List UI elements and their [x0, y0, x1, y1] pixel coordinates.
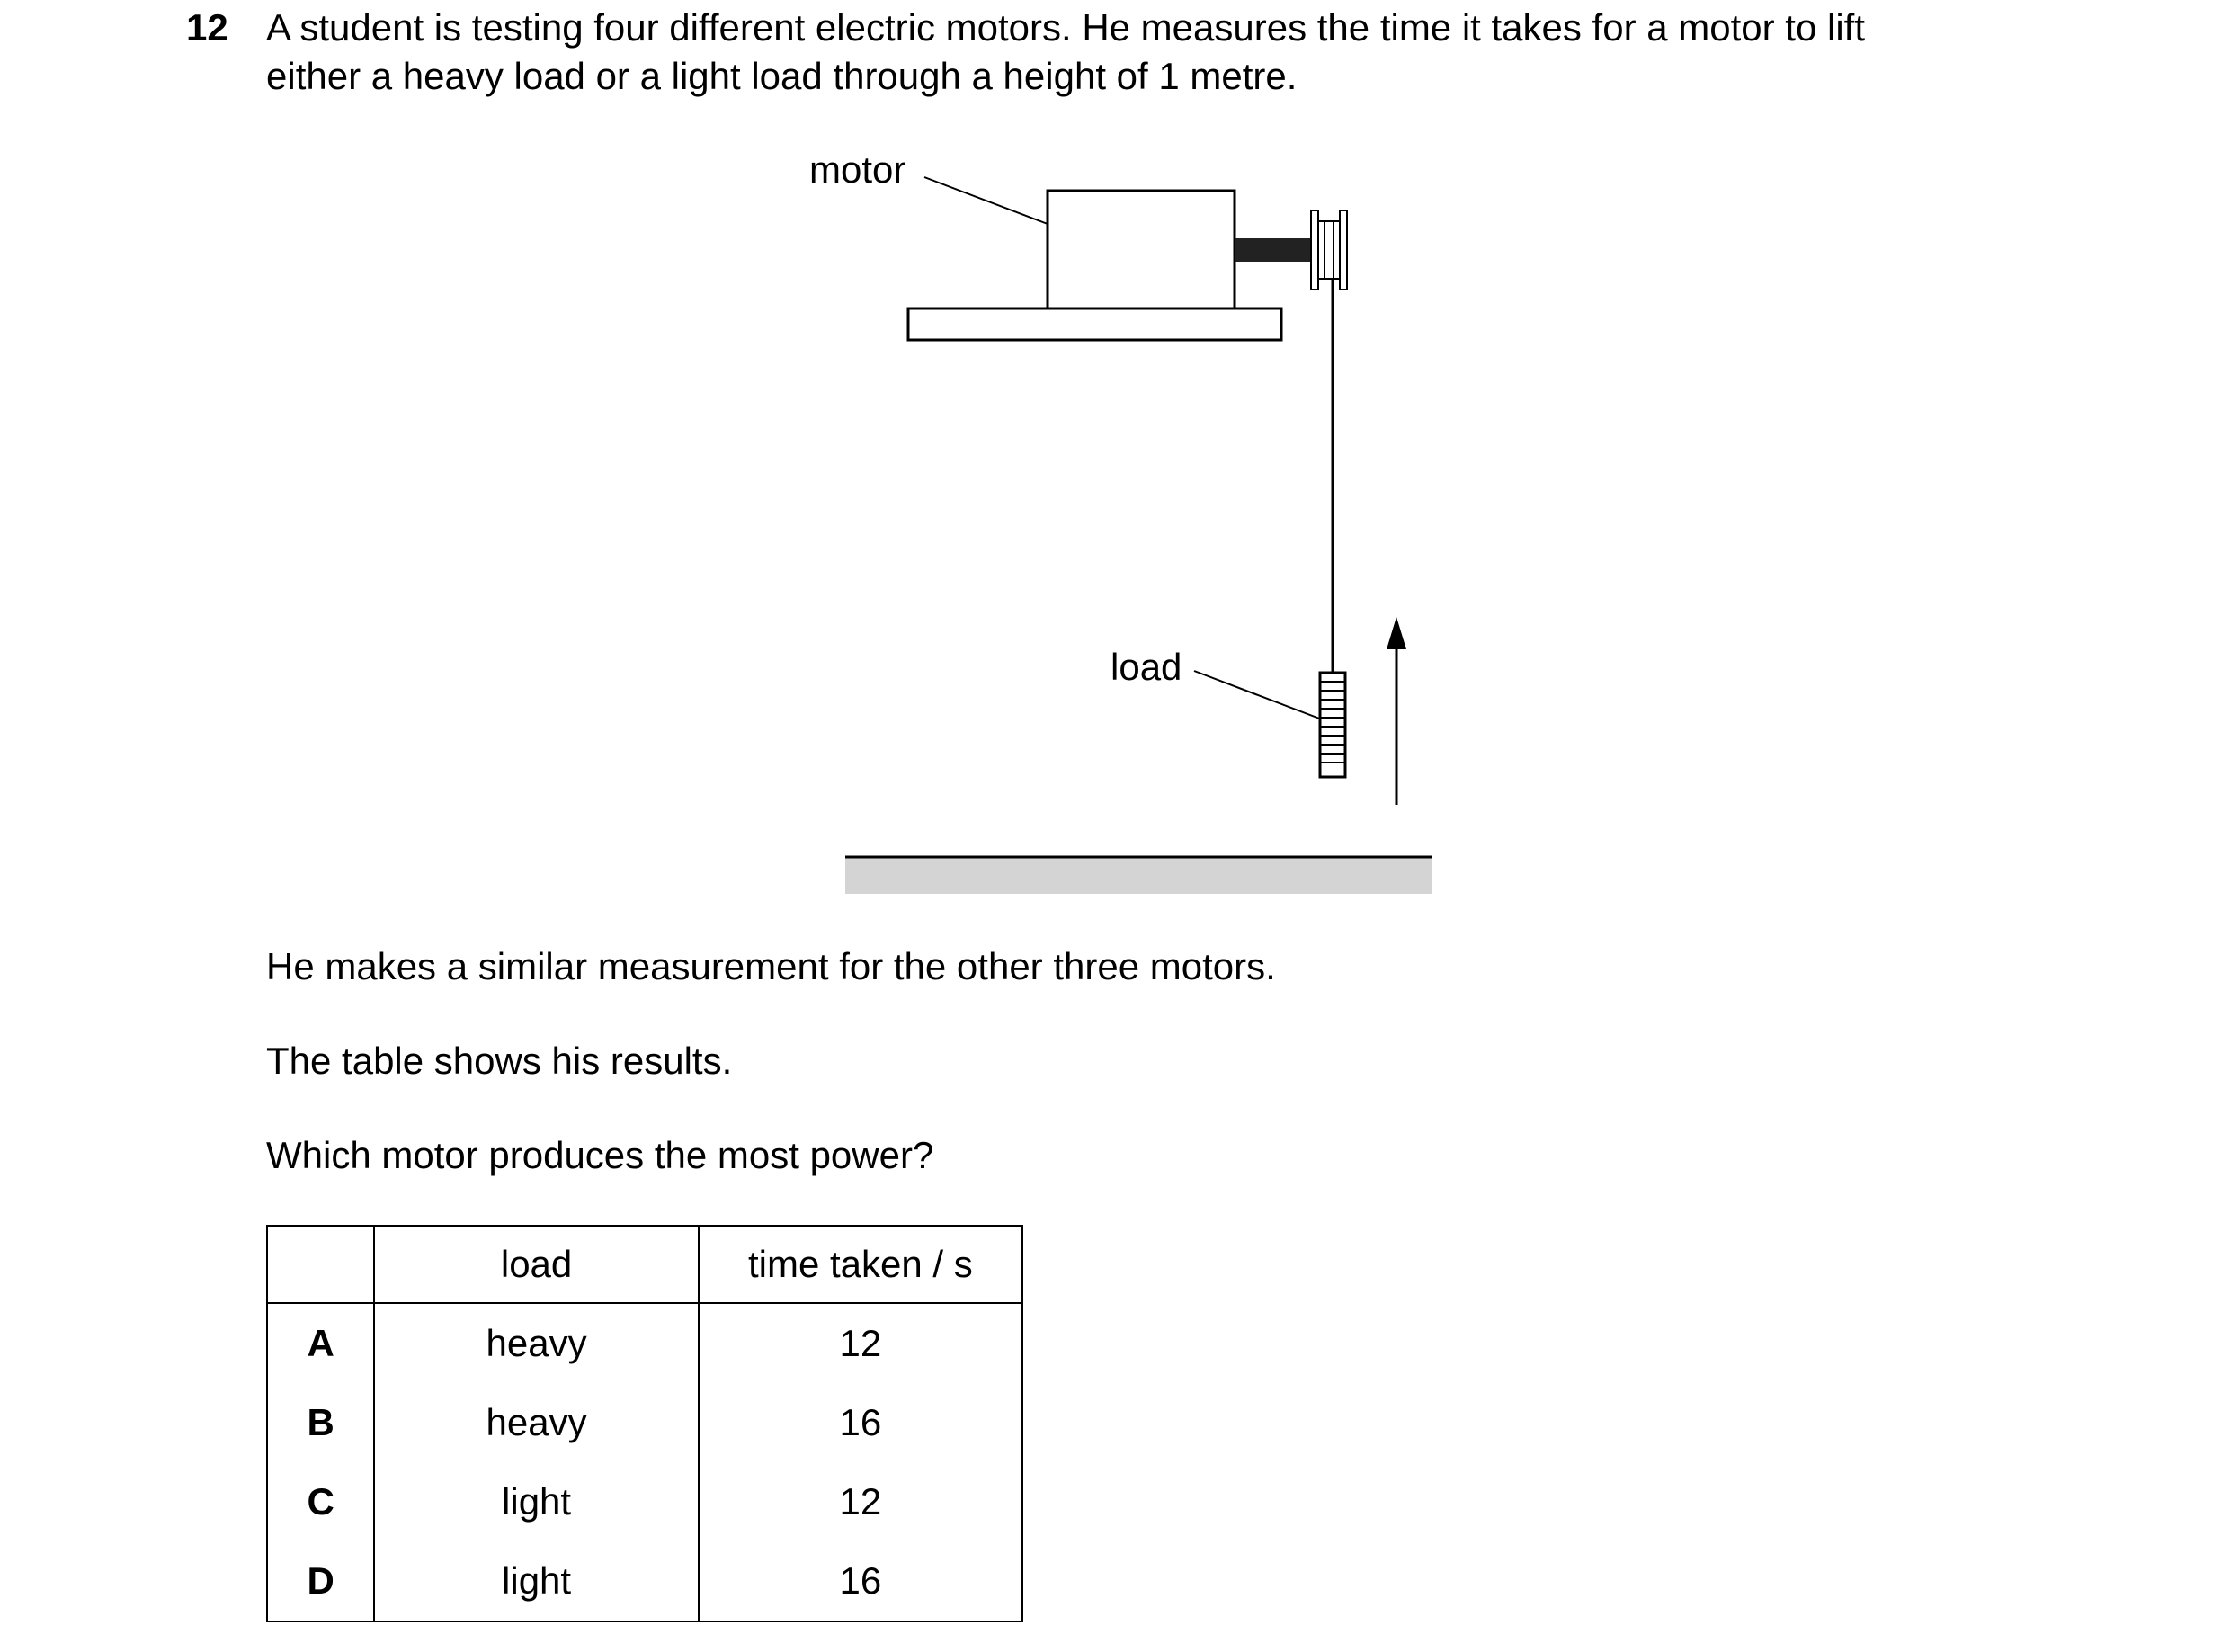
table-row	[267, 1541, 1022, 1621]
motor-leader-line	[924, 177, 1048, 224]
time-cell: 16	[699, 1383, 1022, 1462]
load-leader-line	[1194, 671, 1322, 719]
time-cell: 12	[699, 1462, 1022, 1541]
option-letter: B	[267, 1383, 374, 1462]
load-weight	[1320, 673, 1345, 777]
table-header-row	[267, 1226, 1022, 1303]
table-header-load: load	[374, 1226, 698, 1303]
option-letter: A	[267, 1303, 374, 1383]
table-row	[267, 1383, 1022, 1462]
time-cell: 12	[699, 1303, 1022, 1383]
option-letter: D	[267, 1541, 374, 1621]
load-cell: light	[374, 1462, 698, 1541]
option-letter: C	[267, 1462, 374, 1541]
load-label: load	[1111, 646, 1182, 688]
table-header-option	[267, 1226, 374, 1303]
axle	[1235, 238, 1311, 262]
motor-body	[1048, 191, 1235, 308]
table-header-time: time taken / s	[699, 1226, 1022, 1303]
paragraph-similar-measurement: He makes a similar measurement for the other three motors.	[266, 945, 1276, 987]
bench	[908, 308, 1281, 340]
table-row	[267, 1303, 1022, 1383]
paragraph-table-intro: The table shows his results.	[266, 1040, 733, 1082]
upward-arrow	[1387, 617, 1406, 805]
results-table	[266, 1225, 1023, 1622]
question-number: 12	[186, 6, 228, 49]
load-cell: heavy	[374, 1303, 698, 1383]
motor-label: motor	[809, 148, 906, 191]
load-cell: light	[374, 1541, 698, 1621]
floor	[845, 856, 1432, 894]
question-text-line: A student is testing four different electric motors. He measures the time it takes for a motor to lift	[266, 6, 1865, 49]
question-text-line: either a heavy load or a light load through a height of 1 metre.	[266, 55, 1298, 97]
table-row	[267, 1462, 1022, 1541]
load-cell: heavy	[374, 1383, 698, 1462]
pulley	[1311, 210, 1347, 290]
time-cell: 16	[699, 1541, 1022, 1621]
paragraph-question: Which motor produces the most power?	[266, 1134, 934, 1176]
